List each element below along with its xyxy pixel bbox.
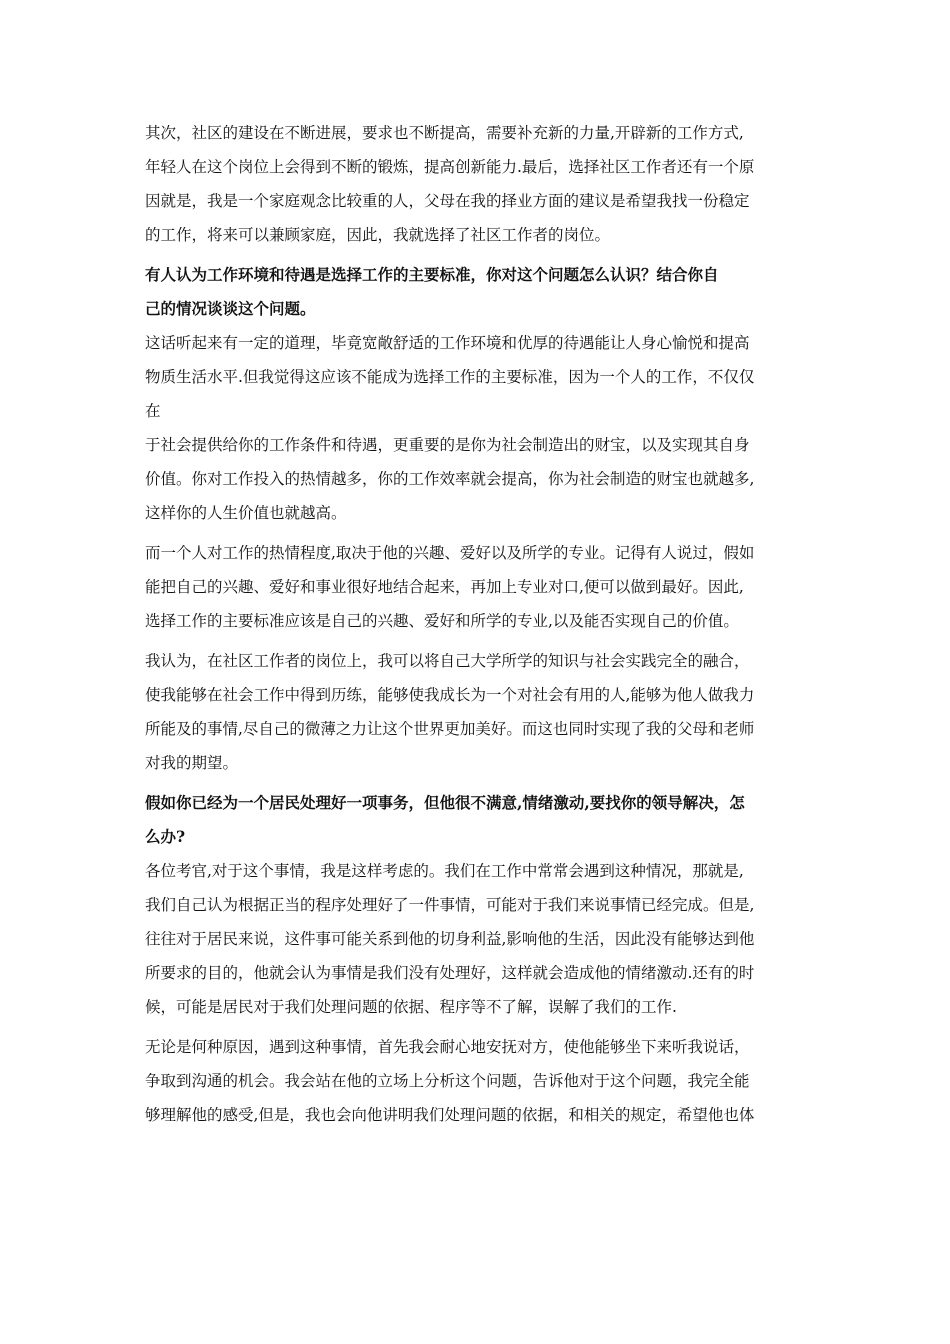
text-line: 的工作，将来可以兼顾家庭，因此，我就选择了社区工作者的岗位。 xyxy=(145,226,611,244)
text-line: 各位考官,对于这个事情，我是这样考虑的。我们在工作中常常会遇到这种情况，那就是, xyxy=(145,862,744,880)
text-line: 这话听起来有一定的道理，毕竟宽敞舒适的工作环境和优厚的待遇能让人身心愉悦和提高 xyxy=(145,334,750,352)
text-line: 于社会提供给你的工作条件和待遇，更重要的是你为社会制造出的财宝，以及实现其自身 xyxy=(145,436,750,454)
answer-paragraph-4 xyxy=(145,644,810,780)
question-paragraph-2 xyxy=(145,786,810,854)
text-line: 选择工作的主要标准应该是自己的兴趣、爱好和所学的专业,以及能否实现自己的价值。 xyxy=(145,612,739,630)
document-page xyxy=(145,116,810,1132)
text-line: 所要求的目的，他就会认为事情是我们没有处理好，这样就会造成他的情绪激动.还有的时 xyxy=(145,964,755,982)
text-line: 这样你的人生价值也就越高。 xyxy=(145,504,347,522)
text-line: 而一个人对工作的热情程度,取决于他的兴趣、爱好以及所学的专业。记得有人说过，假如 xyxy=(145,544,755,562)
text-line: 争取到沟通的机会。我会站在他的立场上分析这个问题，告诉他对于这个问题，我完全能 xyxy=(145,1072,750,1090)
text-line: 无论是何种原因，遇到这种事情，首先我会耐心地安抚对方，使他能够坐下来听我说话， xyxy=(145,1038,750,1056)
text-line: 因就是，我是一个家庭观念比较重的人，父母在我的择业方面的建议是希望我找一份稳定 xyxy=(145,192,750,210)
answer-paragraph-1 xyxy=(145,116,810,252)
text-line: 其次，社区的建设在不断进展，要求也不断提高，需要补充新的力量,开辟新的工作方式, xyxy=(145,124,744,142)
text-line: 在 xyxy=(145,402,161,420)
text-line: 所能及的事情,尽自己的微薄之力让这个世界更加美好。而这也同时实现了我的父母和老师 xyxy=(145,720,755,738)
text-line: 对我的期望。 xyxy=(145,754,239,772)
answer-paragraph-2 xyxy=(145,326,810,530)
text-line: 我们自己认为根据正当的程序处理好了一件事情，可能对于我们来说事情已经完成。但是, xyxy=(145,896,755,914)
text-line: 年轻人在这个岗位上会得到不断的锻炼，提高创新能力.最后，选择社区工作者还有一个原 xyxy=(145,158,755,176)
question-line: 假如你已经为一个居民处理好一项事务，但他很不满意,情绪激动,要找你的领导解决，怎 xyxy=(145,793,745,812)
text-line: 能把自己的兴趣、爱好和事业很好地结合起来，再加上专业对口,便可以做到最好。因此, xyxy=(145,578,744,596)
text-line: 物质生活水平.但我觉得这应该不能成为选择工作的主要标准，因为一个人的工作，不仅仅 xyxy=(145,368,755,386)
text-line: 价值。你对工作投入的热情越多，你的工作效率就会提高，你为社会制造的财宝也就越多, xyxy=(145,470,755,488)
text-line: 使我能够在社会工作中得到历练，能够使我成长为一个对社会有用的人,能够为他人做我力 xyxy=(145,686,755,704)
question-line: 有人认为工作环境和待遇是选择工作的主要标准，你对这个问题怎么认识？结合你自 xyxy=(145,265,719,284)
text-line: 往往对于居民来说，这件事可能关系到他的切身利益,影响他的生活，因此没有能够达到他 xyxy=(145,930,755,948)
answer-paragraph-3 xyxy=(145,536,810,638)
question-line: 么办? xyxy=(145,827,186,846)
answer-paragraph-5 xyxy=(145,854,810,1024)
question-line: 己的情况谈谈这个问题。 xyxy=(145,299,316,318)
text-line: 候，可能是居民对于我们处理问题的依据、程序等不了解，误解了我们的工作. xyxy=(145,998,677,1016)
question-paragraph-1 xyxy=(145,258,810,326)
text-line: 我认为，在社区工作者的岗位上，我可以将自己大学所学的知识与社会实践完全的融合， xyxy=(145,652,750,670)
answer-paragraph-6 xyxy=(145,1030,810,1132)
text-line: 够理解他的感受,但是，我也会向他讲明我们处理问题的依据，和相关的规定，希望他也体 xyxy=(145,1106,755,1124)
